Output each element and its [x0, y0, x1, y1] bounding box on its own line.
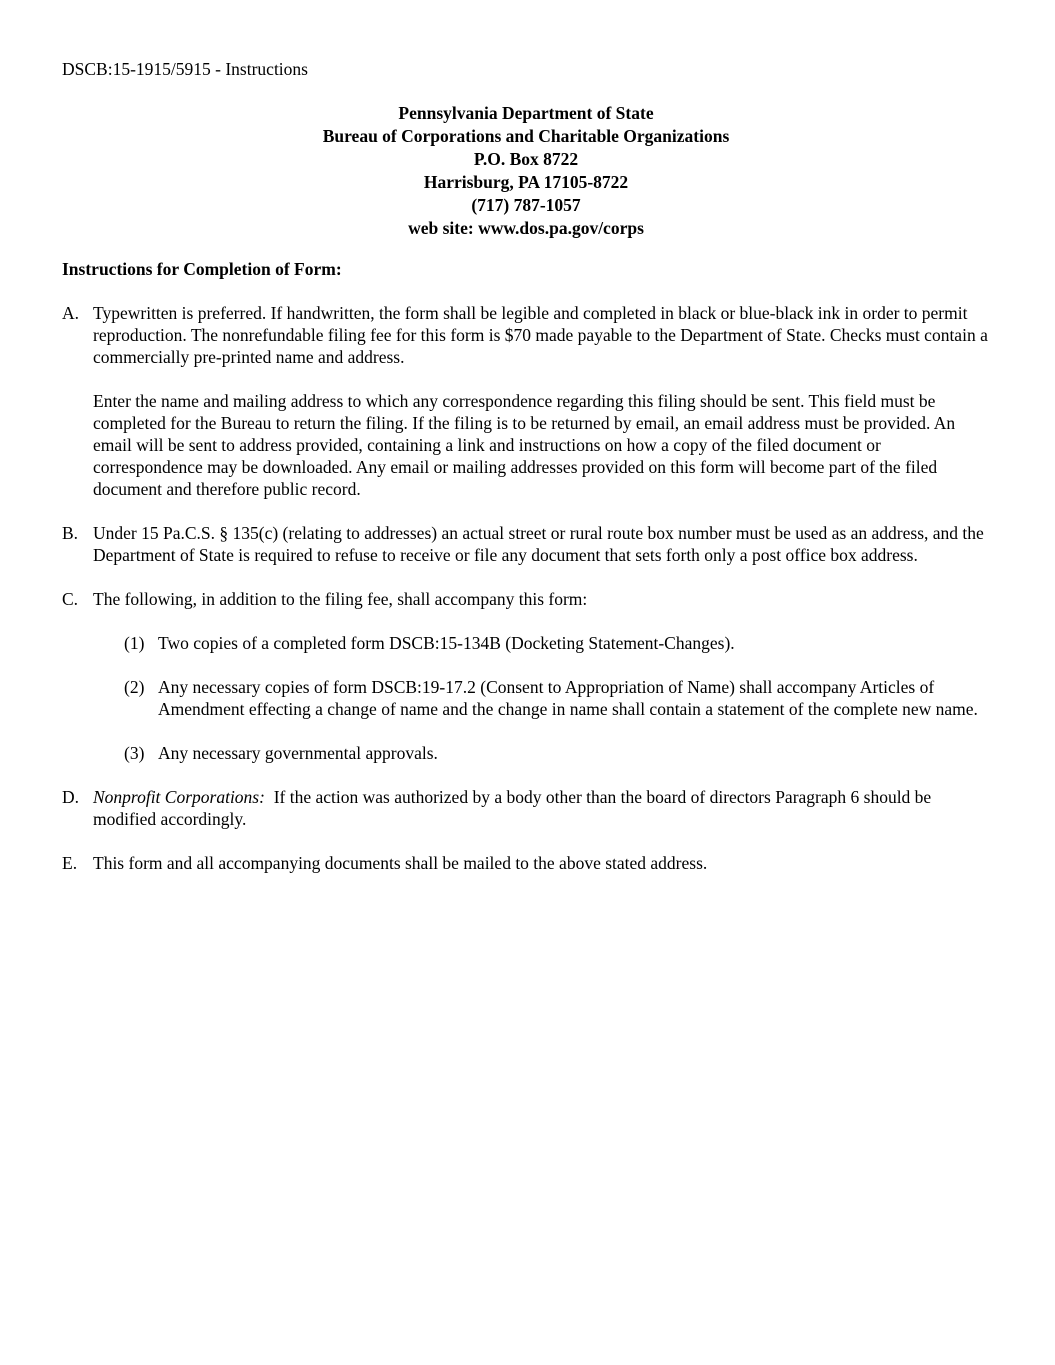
item-paragraph: The following, in addition to the filing fee, shall accompany this form: [93, 589, 588, 609]
agency-name: Pennsylvania Department of State [398, 103, 654, 123]
agency-header [62, 102, 990, 240]
instruction-item-b [62, 522, 990, 566]
item-paragraph: Typewritten is preferred. If handwritten, the form shall be legible and completed in black or blue-black ink in order to permit reproduction. The nonrefundable filing fee for this form is $70 made payable to the Department of State. Checks must contain a commercially pre-printed name and address. [93, 303, 988, 367]
subitem-1 [124, 632, 990, 654]
form-reference: DSCB:15-1915/5915 - Instructions [62, 59, 308, 79]
item-body-d [93, 786, 990, 830]
item-paragraph [93, 786, 990, 830]
po-box: P.O. Box 8722 [473, 149, 579, 169]
subitem-text-2: Any necessary copies of form DSCB:19-17.2 (Consent to Appropriation of Name) shall accompany Articles of Amendment effecting a change of name and the change in name shall contain a statement of the complete new name. [158, 677, 978, 719]
item-label-c: C. [62, 589, 79, 609]
item-label-d: D. [62, 787, 80, 807]
website: web site: www.dos.pa.gov/corps [408, 218, 644, 238]
subitem-text-3: Any necessary governmental approvals. [158, 743, 438, 763]
section-title: Instructions for Completion of Form: [62, 259, 342, 279]
item-body-c [93, 588, 990, 764]
item-paragraph-text: If the action was authorized by a body other than the board of directors Paragraph 6 should be modified accordingly. [93, 787, 932, 829]
item-label-e: E. [62, 853, 78, 873]
item-paragraph: Under 15 Pa.C.S. § 135(c) (relating to addresses) an actual street or rural route box number must be used as an address, and the Department of State is required to refuse to receive or file any document that sets forth only a post office box address. [93, 523, 984, 565]
subitem-label-1: (1) [124, 633, 145, 653]
item-paragraph: This form and all accompanying documents shall be mailed to the above stated address. [93, 853, 708, 873]
item-body-a [93, 302, 990, 500]
item-body-b [93, 522, 990, 566]
city-state-zip: Harrisburg, PA 17105-8722 [423, 172, 629, 192]
subitem-label-2: (2) [124, 677, 145, 697]
instruction-item-d [62, 786, 990, 830]
subitem-label-3: (3) [124, 743, 145, 763]
instruction-item-a [62, 302, 990, 500]
subitem-2 [124, 676, 990, 720]
item-label-b: B. [62, 523, 79, 543]
subitem-3 [124, 742, 990, 764]
item-label-a: A. [62, 303, 80, 323]
phone-number: (717) 787-1057 [471, 195, 581, 215]
item-paragraph: Enter the name and mailing address to which any correspondence regarding this filing should be sent. This field must be completed for the Bureau to return the filing. If the filing is to be returned by email, an email address must be provided. An email will be sent to address provided, containing a link and instructions on how a copy of the filed document or correspondence may be downloaded. Any email or mailing addresses provided on this form will become part of the filed document and therefore public record. [93, 391, 956, 499]
instruction-item-e [62, 852, 990, 874]
instruction-item-c [62, 588, 990, 764]
nonprofit-lead: Nonprofit Corporations: [93, 787, 265, 807]
subitem-text-1: Two copies of a completed form DSCB:15-134B (Docketing Statement-Changes). [158, 633, 735, 653]
bureau-name: Bureau of Corporations and Charitable Organizations [322, 126, 730, 146]
item-body-e [93, 852, 990, 874]
